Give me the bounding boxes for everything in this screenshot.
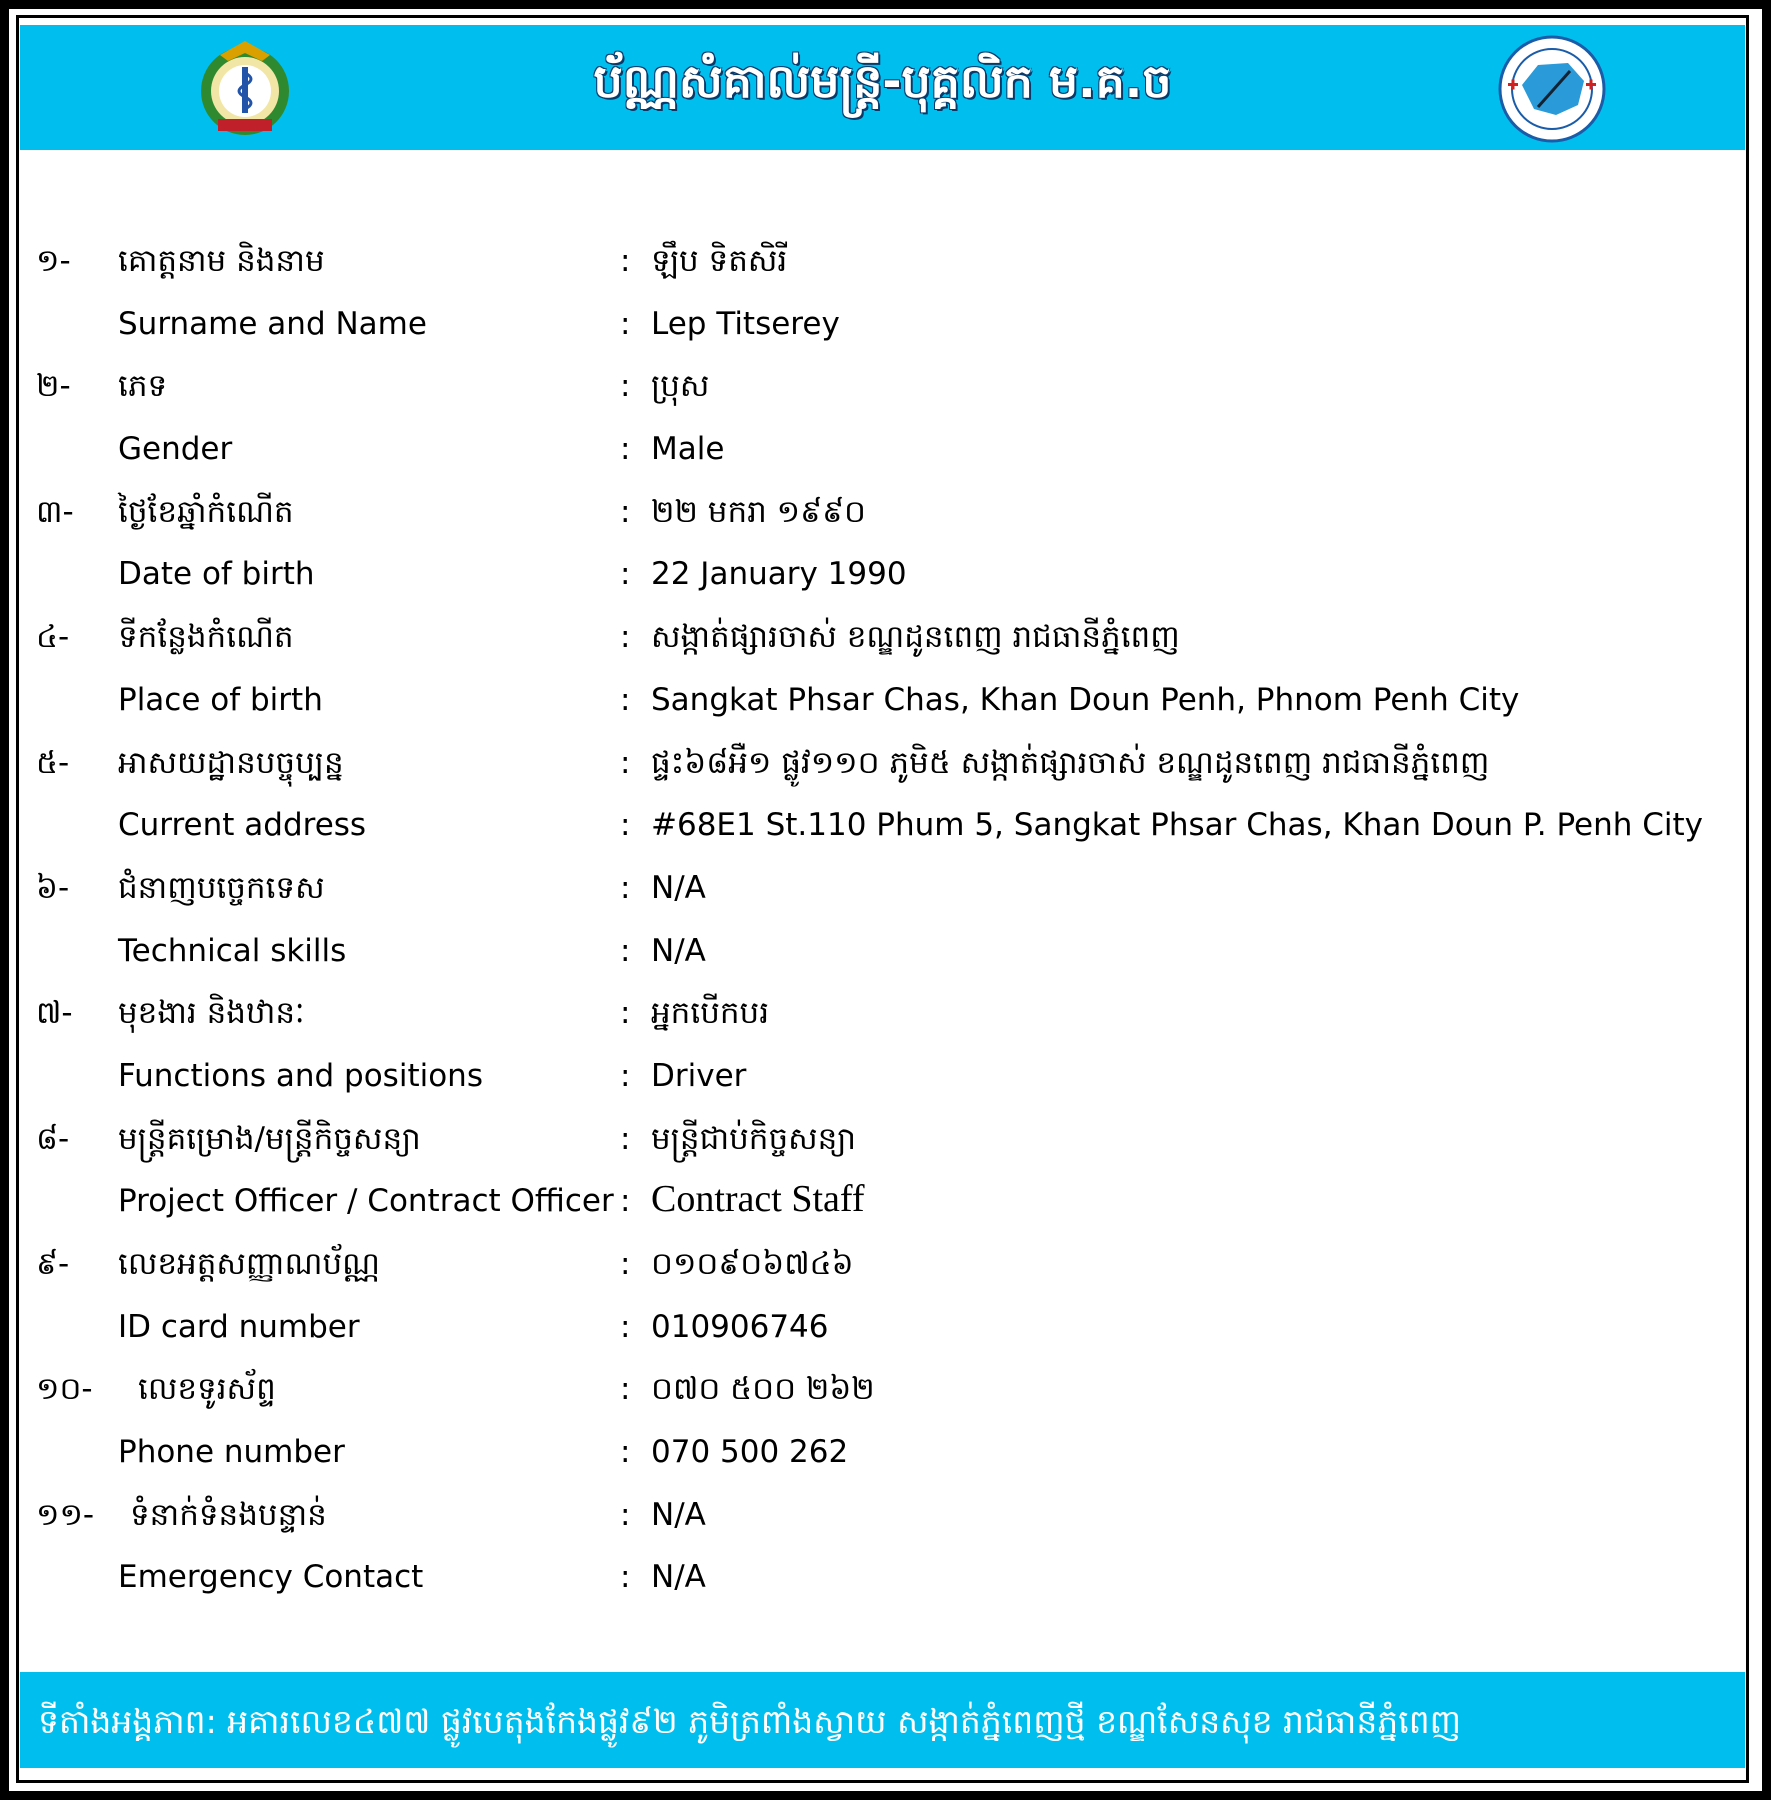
field-row-kh [20,1360,1745,1423]
field-colon: : [620,1308,631,1345]
field-row-en [20,671,1745,734]
field-colon: : [620,431,631,468]
field-colon: : [620,681,631,718]
field-label-kh: ទំនាក់ទំនងបន្ទាន់ [130,1496,327,1533]
field-value-en: Driver [651,1057,747,1094]
field-value-kh: N/A [651,869,706,906]
field-value-kh: ឡឹប ទិតសិរី [651,243,788,279]
field-colon: : [620,1057,631,1094]
field-label-en: Place of birth [118,681,323,718]
field-colon: : [620,619,631,656]
field-value-kh: មន្ត្រីជាប់កិច្ចសន្យា [651,1120,856,1157]
field-row-en [20,1172,1745,1235]
field-row-kh [20,734,1745,797]
field-label-en: Project Officer / Contract Officer [118,1183,614,1220]
field-row-en [20,545,1745,608]
field-number: ១១- [36,1496,95,1533]
field-colon: : [620,368,631,405]
field-row-kh [20,1486,1745,1549]
field-colon: : [620,305,631,342]
field-colon: : [620,243,631,279]
field-label-en: Gender [118,431,233,468]
field-value-kh: អ្នកបើកបរ [651,995,770,1032]
field-colon: : [620,1183,631,1220]
field-number: ៧- [36,995,73,1032]
field-colon: : [620,1559,631,1596]
field-colon: : [620,1371,631,1408]
field-colon: : [620,807,631,844]
field-label-kh: ភេទ [118,368,168,405]
field-value-en: Sangkat Phsar Chas, Khan Doun Penh, Phnom Penh City [651,681,1520,718]
field-value-kh: សង្កាត់ផ្សារចាស់ ខណ្ឌដូនពេញ រាជធានីភ្នំពេញ [651,619,1180,656]
field-value-en: 22 January 1990 [651,556,907,593]
cnm-logo-icon [1498,35,1606,143]
field-row-en [20,295,1745,358]
field-label-en: Surname and Name [118,305,427,342]
field-value-kh: ប្រុស [651,368,710,405]
field-row-kh [20,232,1745,295]
field-row-kh [20,1110,1745,1173]
field-row-en [20,796,1745,859]
field-colon: : [620,1246,631,1282]
field-label-kh: លេខទូរស័ព្ទ [138,1371,276,1408]
field-value-kh: ០១០៩០៦៧៤៦ [651,1246,854,1282]
field-label-en: Phone number [118,1434,345,1471]
field-number: ១- [36,243,71,279]
field-label-en: Technical skills [118,932,347,969]
field-colon: : [620,556,631,593]
footer-banner [20,1672,1745,1768]
field-colon: : [620,1120,631,1157]
field-number: ៩- [36,1246,70,1282]
field-label-en: Current address [118,807,367,844]
field-label-kh: មុខងារ និងឋានៈ [118,995,305,1032]
field-value-en: Male [651,431,725,468]
field-value-en: 010906746 [651,1308,829,1345]
field-label-en: Date of birth [118,556,315,593]
card-title: ប័ណ្ណសំគាល់មន្ត្រី-បុគ្គលិក ម.គ.ច [593,54,1172,108]
field-row-en [20,420,1745,483]
field-label-en: Functions and positions [118,1057,483,1094]
field-colon: : [620,1496,631,1533]
field-row-kh [20,608,1745,671]
field-label-kh: អាសយដ្ឋានបច្ចុប្បន្ន [118,744,344,781]
field-value-kh: ០៧០ ៥០០ ២៦២ [651,1371,875,1408]
field-label-en: ID card number [118,1308,360,1345]
field-label-kh: គោត្តនាម និងនាម [118,243,325,279]
unit-address: ទីតាំងអង្គភាព: អគារលេខ៤៧៧ ផ្លូវបេតុងកែងផ្លូវ៩២ ភូមិត្រពាំងស្វាយ សង្កាត់ភ្នំពេញថ្មី ខណ្ឌសែនសុខ រាជធានីភ្នំពេញ [38,1702,1462,1741]
field-value-kh: ផ្ទះ៦៨អឺ១ ផ្លូវ១១០ ភូមិ៥ សង្កាត់ផ្សារចាស់ ខណ្ឌដូនពេញ រាជធានីភ្នំពេញ [651,744,1490,781]
field-value-kh: N/A [651,1496,706,1533]
field-colon: : [620,744,631,781]
field-number: ២- [36,368,71,405]
field-value-en: Contract Staff [651,1178,865,1221]
field-colon: : [620,995,631,1032]
field-number: ៤- [36,619,70,656]
field-row-en [20,922,1745,985]
field-label-en: Emergency Contact [118,1559,424,1596]
field-colon: : [620,1434,631,1471]
field-row-kh [20,483,1745,546]
field-value-en: 070 500 262 [651,1434,849,1471]
field-row-kh [20,984,1745,1047]
field-row-kh [20,357,1745,420]
field-row-kh [20,859,1745,922]
field-row-en [20,1047,1745,1110]
field-colon: : [620,493,631,530]
field-colon: : [620,932,631,969]
info-fields [20,232,1745,1611]
field-label-kh: មន្ត្រីគម្រោង/មន្ត្រីកិច្ចសន្យា [118,1120,421,1157]
field-number: ៨- [36,1120,70,1157]
field-row-en [20,1298,1745,1361]
field-value-en: Lep Titserey [651,305,840,342]
field-label-kh: ទីកន្លែងកំណើត [118,619,294,656]
field-number: ៣- [36,493,74,530]
field-value-en: N/A [651,932,706,969]
field-value-kh: ២២ មករា ១៩៩០ [651,493,866,530]
header-banner [20,25,1745,150]
field-row-en [20,1548,1745,1611]
field-colon: : [620,869,631,906]
field-label-kh: ថ្ងៃខែឆ្នាំកំណើត [118,493,294,530]
field-value-en: N/A [651,1559,706,1596]
field-row-kh [20,1235,1745,1298]
field-number: ១០- [36,1371,93,1408]
field-value-en: #68E1 St.110 Phum 5, Sangkat Phsar Chas, Khan Doun P. Penh City [651,807,1704,844]
field-label-kh: ជំនាញបច្ចេកទេស [118,869,325,906]
field-number: ៦- [36,869,70,906]
field-label-kh: លេខអត្តសញ្ញាណប័ណ្ណ [118,1246,381,1282]
field-row-en [20,1423,1745,1486]
field-number: ៥- [36,744,70,781]
